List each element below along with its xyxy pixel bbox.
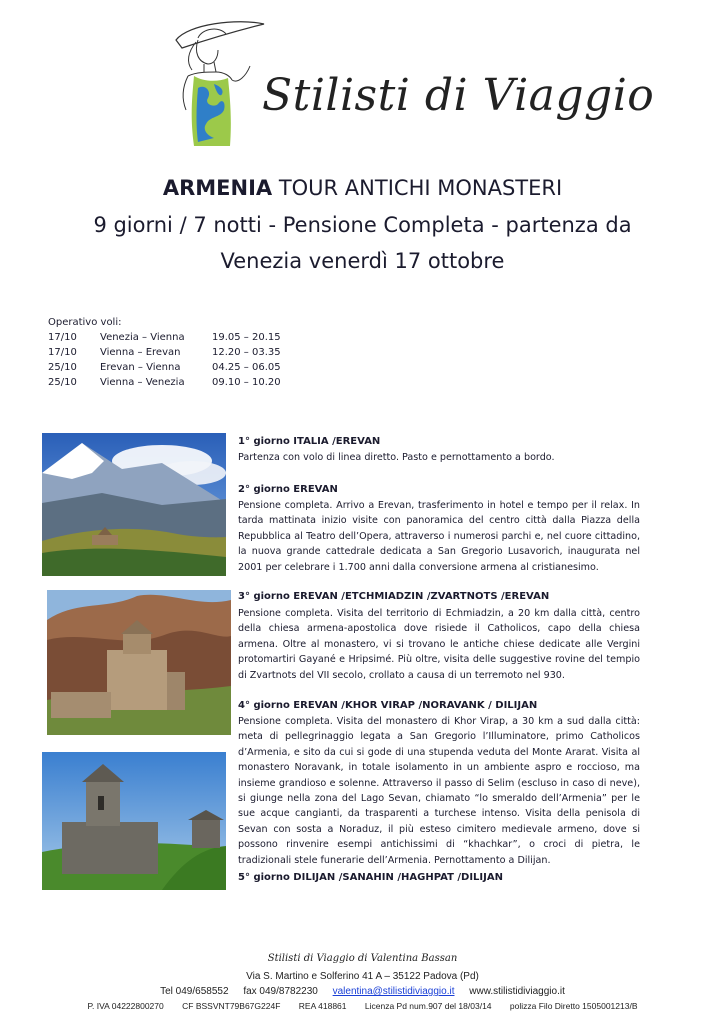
day-2-text: Pensione completa. Arrivo a Erevan, trasferimento in hotel e tempo per il relax. In tarda mattinata inizio visite con panoramica del centro città dalla Piazza della Repubblica al Teatro dell’Opera, attraverso i numerosi parchi e, nel cuore cittadino, la nuova grande cattedrale dedicata a San Gregorio Lusavorich, inaugurata nel 2001 per celebrare i 1.700 anni dalla conversione armena al cristianesimo.: [238, 500, 640, 573]
day-3-text: Pensione completa. Visita del territorio di Echmiadzin, a 20 km dalla città, centro della chiesa armena-apostolica dove risiede il Catholicos, capo della chiesa armena. Oltre al monastero, vi si trovano le antiche chiese dedicate alle Vergini protomartiri Gayané e Hripsimé. Più oltre, visita delle suggestive rovine del tempio di Zvartnots del VII secolo, crollato a causa di un terremoto nel 930.: [238, 608, 640, 681]
title-rest: TOUR ANTICHI MONASTERI: [272, 176, 563, 200]
photo-armenian-church-hill: [42, 752, 226, 890]
logo-figure-illustration: [168, 18, 268, 153]
day-2-title: 2° giorno EREVAN: [238, 484, 338, 495]
day-4-title: 4° giorno EREVAN /KHOR VIRAP /NORAVANK / DILIJAN: [238, 700, 538, 711]
flight-date: 25/10: [48, 362, 77, 373]
footer-company-name: Stilisti di Viaggio di Valentina Bassan: [267, 953, 458, 964]
flight-route: Vienna – Venezia: [100, 377, 185, 388]
title-subline-departure: Venezia venerdì 17 ottobre: [220, 249, 505, 273]
title-highlight: ARMENIA: [162, 176, 273, 200]
footer-legal-info: [0, 1001, 725, 1011]
flight-route: Erevan – Vienna: [100, 362, 181, 373]
footer-cf: CF BSSVNT79B67G224F: [182, 1001, 281, 1011]
footer-insurance: polizza Filo Diretto 1505001213/B: [509, 1001, 638, 1011]
footer-piva: P. IVA 04222800270: [87, 1001, 164, 1011]
page-title: [0, 176, 725, 200]
day-3-title: 3° giorno EREVAN /ETCHMIADZIN /ZVARTNOTS /EREVAN: [238, 591, 550, 602]
day-1-text: Partenza con volo di linea diretto. Pasto e pernottamento a bordo.: [238, 452, 555, 463]
photo-noravank-monastery: [47, 590, 231, 735]
footer-license: Licenza Pd num.907 del 18/03/14: [364, 1001, 492, 1011]
flight-date: 25/10: [48, 377, 77, 388]
title-subline-duration: 9 giorni / 7 notti - Pensione Completa - partenza da: [93, 213, 632, 237]
flight-time: 12.20 – 03.35: [212, 347, 281, 358]
day-4-text: Pensione completa. Visita del monastero di Khor Virap, a 30 km a sud dalla città: meta di pellegrinaggio legata a San Gregorio l’Illuminatore, primo Catholicos d’Armenia, e sito da cui si gode di una stupenda veduta del Monte Ararat. Visita al monastero Noravank, in totale isolamento in un ambiente aspro e roccioso, ma insieme grandioso e solenne. Attraverso il passo di Selim (escluso in caso di neve), si giunge nella zona del Lago Sevan, chiamato “lo smeraldo dell’Armenia” per le sue acque cangianti, da trasparenti a turchese intenso. Visita della penisola di Sevan con sosta a Noraduz, il più esteso cimitero medievale armeno, dove si possono rinvenire esempi antichissimi di “khachkar”, o croci di pietra, le tradizionali stele funerarie dell’Armenia. Pernottamento a Dilijan.: [238, 716, 640, 866]
flight-date: 17/10: [48, 332, 77, 343]
flight-time: 04.25 – 06.05: [212, 362, 281, 373]
footer-fax: fax 049/8782230: [243, 986, 318, 997]
flight-date: 17/10: [48, 347, 77, 358]
footer-phone: Tel 049/658552: [160, 986, 229, 997]
footer-website: www.stilistidiviaggio.it: [469, 986, 565, 997]
flight-time: 09.10 – 10.20: [212, 377, 281, 388]
flights-label: Operativo voli:: [48, 317, 122, 328]
flight-time: 19.05 – 20.15: [212, 332, 281, 343]
footer-contacts: [0, 986, 725, 997]
flight-route: Vienna – Erevan: [100, 347, 181, 358]
photo-mount-ararat-monastery: [42, 433, 226, 576]
brand-logo-text: Stilisti di Viaggio: [262, 70, 655, 121]
footer-email-link[interactable]: valentina@stilistidiviaggio.it: [332, 986, 455, 997]
day-5-title: 5° giorno DILIJAN /SANAHIN /HAGHPAT /DILIJAN: [238, 872, 503, 883]
footer-rea: REA 418861: [298, 1001, 347, 1011]
footer-address: Via S. Martino e Solferino 41 A – 35122 Padova (Pd): [246, 971, 479, 982]
day-1-title: 1° giorno ITALIA /EREVAN: [238, 436, 381, 447]
flight-route: Venezia – Vienna: [100, 332, 185, 343]
